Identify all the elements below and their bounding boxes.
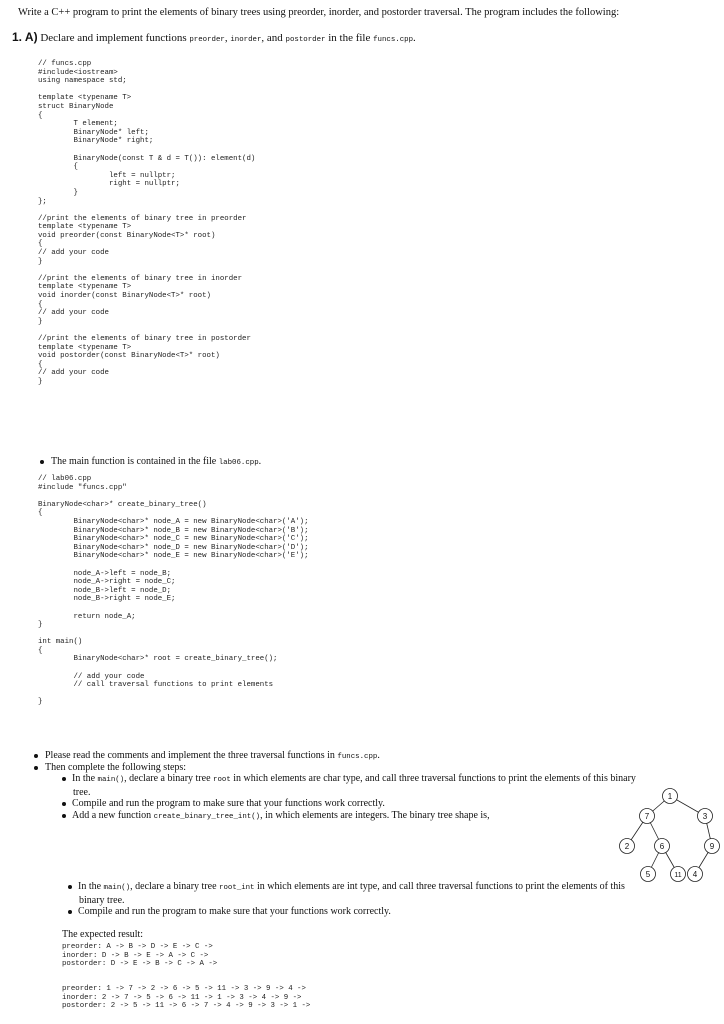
code-line: BinaryNode<char>* node_A = new BinaryNode<char>('A'); xyxy=(38,517,309,526)
code-line: { xyxy=(38,509,43,518)
code-line: { xyxy=(38,240,43,249)
code-line: template <typename T> xyxy=(38,343,132,352)
code-line: { xyxy=(38,300,43,309)
expected-title: The expected result: xyxy=(62,929,144,940)
code-line: } xyxy=(38,257,43,266)
code-line: void preorder(const BinaryNode<T>* root) xyxy=(38,231,216,240)
code-line: // funcs.cpp xyxy=(38,60,92,68)
step-compile-run-2: Compile and run the program to make sure that your functions work correctly. xyxy=(68,906,391,917)
code-line: void postorder(const BinaryNode<T>* root) xyxy=(38,352,220,361)
code-line: //print the elements of binary tree in preorder xyxy=(38,214,247,223)
bullet-read-comments: Please read the comments and implement the three traversal functions in funcs.cpp. xyxy=(34,750,380,761)
tree-node xyxy=(663,789,678,804)
step-declare-root-int: In the main(), declare a binary tree root_int in which elements are int type, and call three traversal functions to print the elements of this binary tree. xyxy=(68,881,708,906)
code-line: // add your code xyxy=(38,309,109,318)
code-line: { xyxy=(38,360,43,369)
tree-node xyxy=(641,867,656,882)
intro-text: Write a C++ program to print the elements of binary trees using preorder, inorder, and postorder traversal. The program includes the following: xyxy=(18,7,620,18)
code-line: { xyxy=(38,646,43,655)
tree-node-label: 2 xyxy=(624,842,630,851)
code-line: template <typename T> xyxy=(38,283,132,292)
code-line: } xyxy=(38,317,43,326)
code-line: using namespace std; xyxy=(38,77,127,86)
code-line: } xyxy=(38,698,43,707)
code-line: preorder: 1 -> 7 -> 2 -> 6 -> 5 -> 11 -> 3 -> 9 -> 4 -> xyxy=(62,985,306,993)
code-line: node_B->right = node_E; xyxy=(38,595,176,604)
binary-tree-diagram xyxy=(610,785,720,885)
code-line: BinaryNode<char>* create_binary_tree() xyxy=(38,500,207,509)
code-line: struct BinaryNode xyxy=(38,102,114,111)
task-number: 1. A) xyxy=(12,30,38,44)
code-line: #include<iostream> xyxy=(38,68,118,77)
code-line: right = nullptr; xyxy=(38,180,180,189)
tree-node xyxy=(698,809,713,824)
code-line: template <typename T> xyxy=(38,94,132,103)
tree-node-label: 6 xyxy=(659,842,665,851)
code-line: postorder: D -> E -> B -> C -> A -> xyxy=(62,960,218,969)
tree-node xyxy=(671,867,686,882)
task-heading: 1. A) Declare and implement functions preorder, inorder, and postorder in the file funcs.cpp. xyxy=(12,30,416,44)
code-line: BinaryNode<char>* node_C = new BinaryNode<char>('C'); xyxy=(38,535,309,544)
code-line: node_A->right = node_C; xyxy=(38,578,176,587)
code-line: // lab06.cpp xyxy=(38,475,92,483)
code-line: inorder: 2 -> 7 -> 5 -> 6 -> 11 -> 1 -> 3 -> 4 -> 9 -> xyxy=(62,993,302,1002)
expected-output-char xyxy=(62,943,217,969)
expected-output-int xyxy=(62,985,310,1011)
code-line: left = nullptr; xyxy=(38,171,176,180)
tree-node xyxy=(640,809,655,824)
code-line: BinaryNode<char>* root = create_binary_tree(); xyxy=(38,655,278,664)
tree-node xyxy=(620,839,635,854)
code-line: }; xyxy=(38,197,47,206)
code-line: // add your code xyxy=(38,249,109,258)
bullet-dot xyxy=(40,460,44,464)
bullet-complete-steps: Then complete the following steps: xyxy=(34,762,186,773)
funcs-code-block xyxy=(38,60,255,387)
step-declare-root: In the main(), declare a binary tree root in which elements are char type, and call three traversal functions to print the elements of this binary tree. xyxy=(62,773,712,798)
code-line: #include "funcs.cpp" xyxy=(38,483,127,492)
code-line: preorder: A -> B -> D -> E -> C -> xyxy=(62,943,213,951)
code-line: node_B->left = node_D; xyxy=(38,586,172,595)
code-line: BinaryNode* left; xyxy=(38,128,149,137)
code-line: node_A->left = node_B; xyxy=(38,569,172,578)
code-line: // add your code xyxy=(38,369,109,378)
code-line: BinaryNode<char>* node_D = new BinaryNode<char>('D'); xyxy=(38,543,309,552)
tree-node-label: 7 xyxy=(644,812,650,821)
code-line: BinaryNode<char>* node_E = new BinaryNode<char>('E'); xyxy=(38,552,309,561)
main-note: The main function is contained in the file lab06.cpp. xyxy=(40,456,261,467)
code-line: { xyxy=(38,111,43,120)
tree-node xyxy=(705,839,720,854)
code-line: BinaryNode(const T & d = T()): element(d) xyxy=(38,154,256,163)
code-line: inorder: D -> B -> E -> A -> C -> xyxy=(62,951,209,960)
tree-node-label: 5 xyxy=(645,870,651,879)
code-line: int main() xyxy=(38,638,83,647)
step-add-function: Add a new function create_binary_tree_int(), in which elements are integers. The binary tree shape is, xyxy=(62,810,490,821)
tree-node-label: 4 xyxy=(692,870,698,879)
code-line: postorder: 2 -> 5 -> 11 -> 6 -> 7 -> 4 -> 9 -> 3 -> 1 -> xyxy=(62,1002,311,1011)
code-line: //print the elements of binary tree in inorder xyxy=(38,274,243,283)
code-line: BinaryNode* right; xyxy=(38,137,154,146)
code-line: BinaryNode<char>* node_B = new BinaryNode<char>('B'); xyxy=(38,526,309,535)
code-line: // call traversal functions to print elements xyxy=(38,681,274,690)
tree-node xyxy=(688,867,703,882)
step-compile-run-1: Compile and run the program to make sure that your functions work correctly. xyxy=(62,798,385,809)
code-line: // add your code xyxy=(38,672,145,681)
tree-node-label: 1 xyxy=(667,792,673,801)
tree-node-label: 11 xyxy=(674,872,682,879)
tree-node-label: 3 xyxy=(702,812,708,821)
code-line: { xyxy=(38,163,78,172)
code-line: } xyxy=(38,377,43,386)
tree-node-label: 9 xyxy=(709,842,715,851)
lab06-code-block xyxy=(38,475,309,707)
code-line: } xyxy=(38,621,43,630)
code-line: return node_A; xyxy=(38,612,136,621)
code-line: } xyxy=(38,188,78,197)
code-line: template <typename T> xyxy=(38,223,132,232)
code-line: T element; xyxy=(38,120,118,129)
tree-node xyxy=(655,839,670,854)
code-line: void inorder(const BinaryNode<T>* root) xyxy=(38,292,211,301)
code-line: //print the elements of binary tree in postorder xyxy=(38,335,251,343)
